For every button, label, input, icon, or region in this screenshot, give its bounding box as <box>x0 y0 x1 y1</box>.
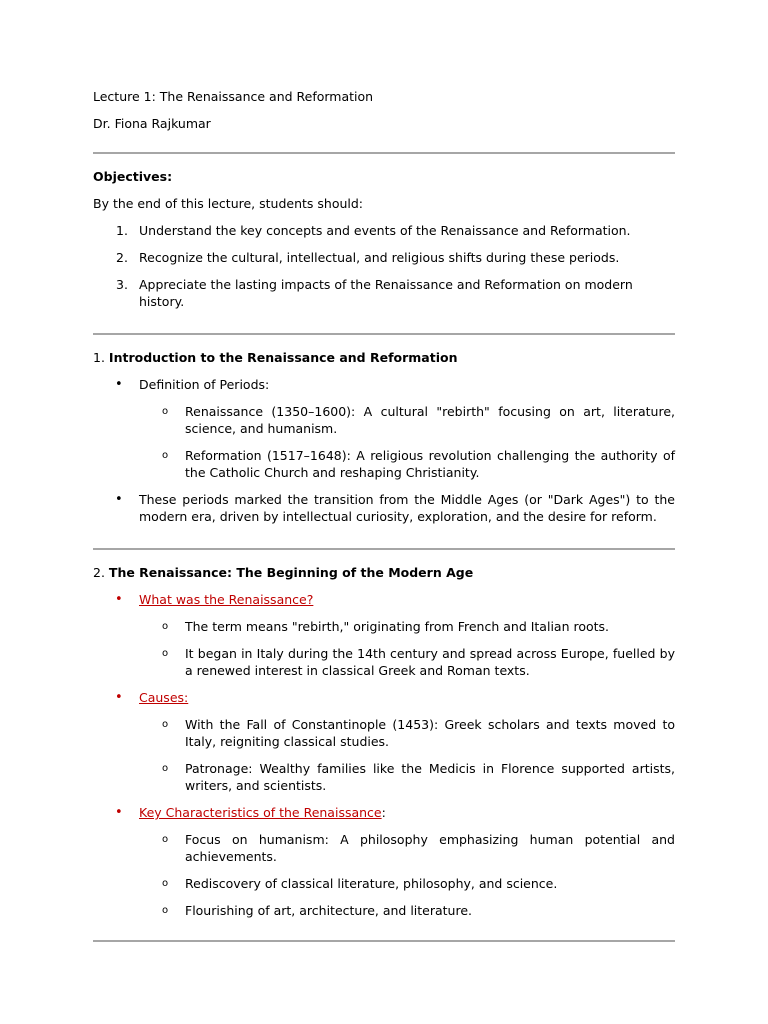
bullet-icon: • <box>115 805 123 820</box>
section-1-heading <box>93 349 675 366</box>
list-item <box>93 804 675 821</box>
list-item <box>93 716 675 750</box>
list-item <box>93 403 675 437</box>
list-item <box>93 689 675 706</box>
key-characteristics-link[interactable]: Key Characteristics of the Renaissance <box>139 805 382 820</box>
objectives-heading: Objectives: <box>93 169 173 184</box>
divider <box>93 152 675 154</box>
list-text: Understand the key concepts and events of the Renaissance and Reformation. <box>139 223 631 238</box>
key-characteristics-colon: : <box>381 805 386 820</box>
divider <box>93 940 675 942</box>
list-text: Renaissance (1350–1600): A cultural "rebirth" focusing on art, literature, science, and humanism. <box>185 404 675 436</box>
list-text: Definition of Periods: <box>139 377 270 392</box>
list-text: Recognize the cultural, intellectual, and religious shifts during these periods. <box>139 250 620 265</box>
list-item <box>93 591 675 608</box>
list-number: 3. <box>116 277 128 292</box>
objectives-intro: By the end of this lecture, students should: <box>93 196 364 211</box>
objectives-list <box>93 222 675 310</box>
circle-bullet-icon: o <box>162 648 169 659</box>
list-item <box>93 276 675 310</box>
circle-bullet-icon: o <box>162 834 169 845</box>
circle-bullet-icon: o <box>162 406 169 417</box>
list-text: With the Fall of Constantinople (1453): Greek scholars and texts moved to Italy, reigniting classical studies. <box>185 717 675 749</box>
list-item <box>93 376 675 393</box>
circle-bullet-icon: o <box>162 763 169 774</box>
list-text: Reformation (1517–1648): A religious revolution challenging the authority of the Catholic Church and reshaping Christianity. <box>185 448 675 480</box>
list-item <box>93 875 675 892</box>
causes-link[interactable]: Causes: <box>139 690 189 705</box>
divider <box>93 333 675 335</box>
what-was-renaissance-link[interactable]: What was the Renaissance? <box>139 592 314 607</box>
list-text: Appreciate the lasting impacts of the Renaissance and Reformation on modern history. <box>139 277 633 309</box>
section-number: 2. <box>93 565 105 580</box>
circle-bullet-icon: o <box>162 905 169 916</box>
divider <box>93 548 675 550</box>
list-number: 2. <box>116 250 128 265</box>
list-item <box>93 645 675 679</box>
list-item <box>93 760 675 794</box>
list-text: It began in Italy during the 14th century and spread across Europe, fuelled by a renewed interest in classical Greek and Roman texts. <box>185 646 675 678</box>
list-item <box>93 249 675 266</box>
list-item <box>93 902 675 919</box>
list-text: Rediscovery of classical literature, philosophy, and science. <box>185 876 558 891</box>
section-title: The Renaissance: The Beginning of the Modern Age <box>108 565 474 580</box>
bullet-icon: • <box>115 492 123 507</box>
bullet-icon: • <box>115 690 123 705</box>
list-item <box>93 447 675 481</box>
list-text: Flourishing of art, architecture, and literature. <box>185 903 473 918</box>
list-item <box>93 831 675 865</box>
list-item <box>93 491 675 525</box>
bullet-icon: • <box>115 377 123 392</box>
list-item <box>93 618 675 635</box>
list-number: 1. <box>116 223 128 238</box>
bullet-icon: • <box>115 592 123 607</box>
circle-bullet-icon: o <box>162 450 169 461</box>
list-item <box>93 222 675 239</box>
list-text: Patronage: Wealthy families like the Medicis in Florence supported artists, writers, and scientists. <box>185 761 675 793</box>
section-number: 1. <box>93 350 105 365</box>
list-text: These periods marked the transition from the Middle Ages (or "Dark Ages") to the modern era, driven by intellectual curiosity, exploration, and the desire for reform. <box>139 492 675 524</box>
circle-bullet-icon: o <box>162 878 169 889</box>
list-text: The term means "rebirth," originating from French and Italian roots. <box>185 619 610 634</box>
author-name: Dr. Fiona Rajkumar <box>93 116 211 131</box>
list-text: Focus on humanism: A philosophy emphasizing human potential and achievements. <box>185 832 675 864</box>
section-2-heading <box>93 564 675 581</box>
circle-bullet-icon: o <box>162 719 169 730</box>
circle-bullet-icon: o <box>162 621 169 632</box>
section-title: Introduction to the Renaissance and Reformation <box>108 350 458 365</box>
lecture-title: Lecture 1: The Renaissance and Reformation <box>93 89 374 104</box>
